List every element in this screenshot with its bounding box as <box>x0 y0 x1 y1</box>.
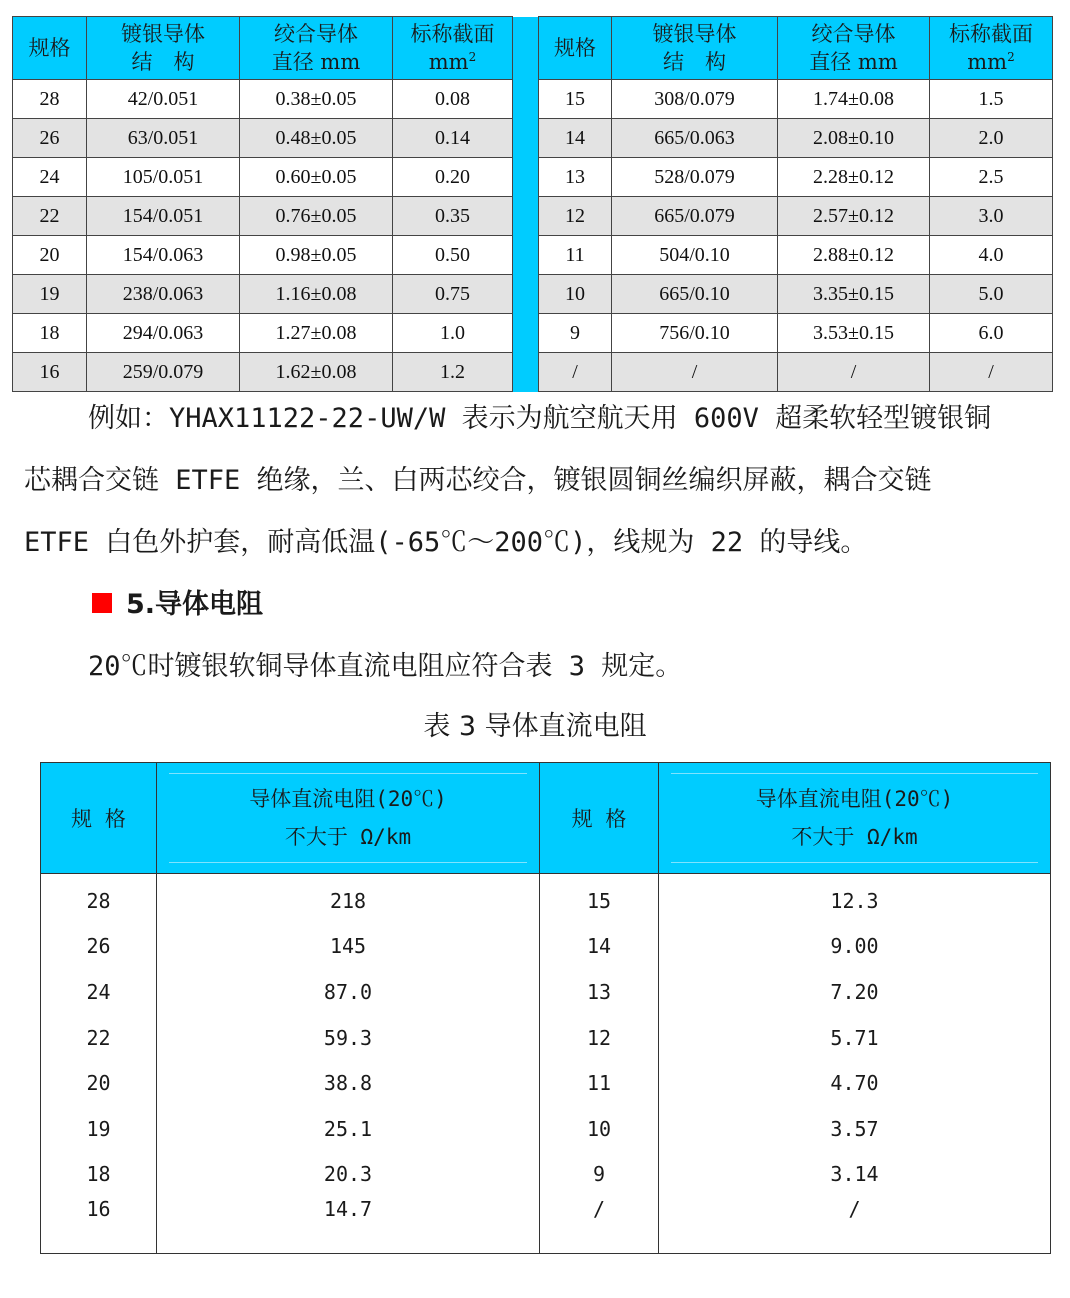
header-cross-section: 标称截面 $mm^2$ <box>930 17 1053 80</box>
table-cell: 0.38±0.05 <box>240 80 393 119</box>
header-structure: 镀银导体 结 构 <box>612 17 778 80</box>
table-cell: / <box>539 353 612 392</box>
table-cell: 0.75 <box>393 275 513 314</box>
table-cell: 3.57 <box>659 1106 1051 1152</box>
table-cell: 14.7 <box>157 1197 540 1254</box>
table-separator <box>513 275 539 314</box>
table-cell: / <box>540 1197 659 1254</box>
table-cell: 238/0.063 <box>87 275 240 314</box>
table-row <box>41 874 1051 924</box>
table-cell: 9 <box>540 1152 659 1198</box>
table-cell: 59.3 <box>157 1015 540 1061</box>
table-cell: 3.53±0.15 <box>778 314 930 353</box>
table-cell: 0.08 <box>393 80 513 119</box>
table-cell: 10 <box>540 1106 659 1152</box>
table-cell: 26 <box>41 924 157 970</box>
header-resistance: 导体直流电阻(20℃) 不大于 Ω/km <box>157 763 540 874</box>
table-cell: 3.14 <box>659 1152 1051 1198</box>
example-text-line1: 例如：YHAX11122-22-UW/W 表示为航空航天用 600V 超柔软轻型镀银铜 <box>88 403 992 434</box>
table-cell: 1.62±0.08 <box>240 353 393 392</box>
table-cell: 6.0 <box>930 314 1053 353</box>
table-cell: 24 <box>41 969 157 1015</box>
table3-caption: 表 3 导体直流电阻 <box>423 711 647 742</box>
table-separator <box>513 236 539 275</box>
table-cell: 756/0.10 <box>612 314 778 353</box>
table-cell: 14 <box>539 119 612 158</box>
table-row <box>13 80 1053 119</box>
table-cell: 1.5 <box>930 80 1053 119</box>
table-cell: 22 <box>13 197 87 236</box>
header-spec: 规 格 <box>540 763 659 874</box>
table-cell: 504/0.10 <box>612 236 778 275</box>
table-cell: 5.0 <box>930 275 1053 314</box>
table-cell: 13 <box>539 158 612 197</box>
conductor-spec-table <box>12 16 1053 392</box>
table-row <box>13 275 1053 314</box>
table-cell: 38.8 <box>157 1060 540 1106</box>
table-cell: 218 <box>157 874 540 924</box>
table-cell: 0.48±0.05 <box>240 119 393 158</box>
table-cell: / <box>659 1197 1051 1254</box>
table-separator <box>513 353 539 392</box>
resistance-table <box>40 762 1051 1254</box>
table-cell: / <box>778 353 930 392</box>
table-cell: 22 <box>41 1015 157 1061</box>
table-row <box>13 236 1053 275</box>
table-cell: 259/0.079 <box>87 353 240 392</box>
table-cell: 16 <box>41 1197 157 1254</box>
table-separator <box>513 314 539 353</box>
table-row <box>41 924 1051 970</box>
table-cell: 42/0.051 <box>87 80 240 119</box>
table-separator <box>513 197 539 236</box>
table-cell: 12.3 <box>659 874 1051 924</box>
table-cell: 308/0.079 <box>612 80 778 119</box>
table-cell: 2.0 <box>930 119 1053 158</box>
header-cross-section: 标称截面 $mm^2$ <box>393 17 513 80</box>
table-cell: 0.98±0.05 <box>240 236 393 275</box>
table-cell: 9 <box>539 314 612 353</box>
table-cell: 0.76±0.05 <box>240 197 393 236</box>
table-cell: 2.08±0.10 <box>778 119 930 158</box>
table-cell: 19 <box>41 1106 157 1152</box>
table-cell: 10 <box>539 275 612 314</box>
table-cell: 665/0.10 <box>612 275 778 314</box>
table-cell: 1.0 <box>393 314 513 353</box>
table-cell: 294/0.063 <box>87 314 240 353</box>
table-cell: 20 <box>13 236 87 275</box>
table-cell: 1.2 <box>393 353 513 392</box>
table-cell: 2.5 <box>930 158 1053 197</box>
table-cell: 665/0.079 <box>612 197 778 236</box>
table-cell: 26 <box>13 119 87 158</box>
table-row <box>41 1106 1051 1152</box>
table-cell: 4.0 <box>930 236 1053 275</box>
table-cell: 18 <box>13 314 87 353</box>
table-cell: 2.28±0.12 <box>778 158 930 197</box>
table-row <box>13 119 1053 158</box>
table1-header-row <box>13 17 1053 80</box>
table-cell: 2.57±0.12 <box>778 197 930 236</box>
table-cell: 1.16±0.08 <box>240 275 393 314</box>
table-cell: 25.1 <box>157 1106 540 1152</box>
section-heading: 5.导体电阻 <box>92 582 263 621</box>
table-cell: 12 <box>540 1015 659 1061</box>
table-cell: 20 <box>41 1060 157 1106</box>
table-cell: 12 <box>539 197 612 236</box>
table-separator <box>513 17 539 80</box>
table-row <box>13 197 1053 236</box>
table-row <box>41 1015 1051 1061</box>
table-separator <box>513 158 539 197</box>
example-text-line3: ETFE 白色外护套，耐高低温(-65℃～200℃)，线规为 22 的导线。 <box>24 527 868 558</box>
table-separator <box>513 80 539 119</box>
table-cell: 1.27±0.08 <box>240 314 393 353</box>
header-diameter: 绞合导体 直径 mm <box>240 17 393 80</box>
table-cell: 11 <box>540 1060 659 1106</box>
table-cell: 3.0 <box>930 197 1053 236</box>
table3-header-row <box>41 763 1051 874</box>
table-cell: 20.3 <box>157 1152 540 1198</box>
header-spec: 规格 <box>13 17 87 80</box>
table-cell: 9.00 <box>659 924 1051 970</box>
table-cell: / <box>612 353 778 392</box>
table-row <box>41 969 1051 1015</box>
table-cell: 15 <box>540 874 659 924</box>
table-cell: 154/0.063 <box>87 236 240 275</box>
table-row <box>41 1152 1051 1198</box>
table-row <box>13 314 1053 353</box>
table-cell: 0.20 <box>393 158 513 197</box>
table-cell: 2.88±0.12 <box>778 236 930 275</box>
table-cell: 105/0.051 <box>87 158 240 197</box>
resistance-requirement-text: 20℃时镀银软铜导体直流电阻应符合表 3 规定。 <box>88 651 683 682</box>
header-structure: 镀银导体 结 构 <box>87 17 240 80</box>
table-cell: 15 <box>539 80 612 119</box>
table-row <box>13 158 1053 197</box>
example-text-line2: 芯耦合交链 ETFE 绝缘，兰、白两芯绞合，镀银圆铜丝编织屏蔽，耦合交链 <box>24 465 932 496</box>
table-cell: 19 <box>13 275 87 314</box>
table-cell: 3.35±0.15 <box>778 275 930 314</box>
header-resistance: 导体直流电阻(20℃) 不大于 Ω/km <box>659 763 1051 874</box>
table-cell: 11 <box>539 236 612 275</box>
header-diameter: 绞合导体 直径 mm <box>778 17 930 80</box>
red-square-bullet-icon <box>92 593 112 613</box>
table-cell: 28 <box>41 874 157 924</box>
table-cell: 0.14 <box>393 119 513 158</box>
table-separator <box>513 119 539 158</box>
table-cell: 16 <box>13 353 87 392</box>
table-cell: 4.70 <box>659 1060 1051 1106</box>
table-cell: 63/0.051 <box>87 119 240 158</box>
table-cell: 665/0.063 <box>612 119 778 158</box>
table-cell: 154/0.051 <box>87 197 240 236</box>
table-cell: 1.74±0.08 <box>778 80 930 119</box>
table-row <box>41 1060 1051 1106</box>
header-spec: 规 格 <box>41 763 157 874</box>
header-spec: 规格 <box>539 17 612 80</box>
table-cell: 0.50 <box>393 236 513 275</box>
table-cell: 24 <box>13 158 87 197</box>
table-cell: / <box>930 353 1053 392</box>
table-cell: 14 <box>540 924 659 970</box>
table-cell: 87.0 <box>157 969 540 1015</box>
table-cell: 0.35 <box>393 197 513 236</box>
table-row <box>13 353 1053 392</box>
table-cell: 528/0.079 <box>612 158 778 197</box>
table-cell: 145 <box>157 924 540 970</box>
table-cell: 18 <box>41 1152 157 1198</box>
table-cell: 7.20 <box>659 969 1051 1015</box>
table-cell: 5.71 <box>659 1015 1051 1061</box>
table-row <box>41 1197 1051 1254</box>
table-cell: 13 <box>540 969 659 1015</box>
table-cell: 28 <box>13 80 87 119</box>
table-cell: 0.60±0.05 <box>240 158 393 197</box>
